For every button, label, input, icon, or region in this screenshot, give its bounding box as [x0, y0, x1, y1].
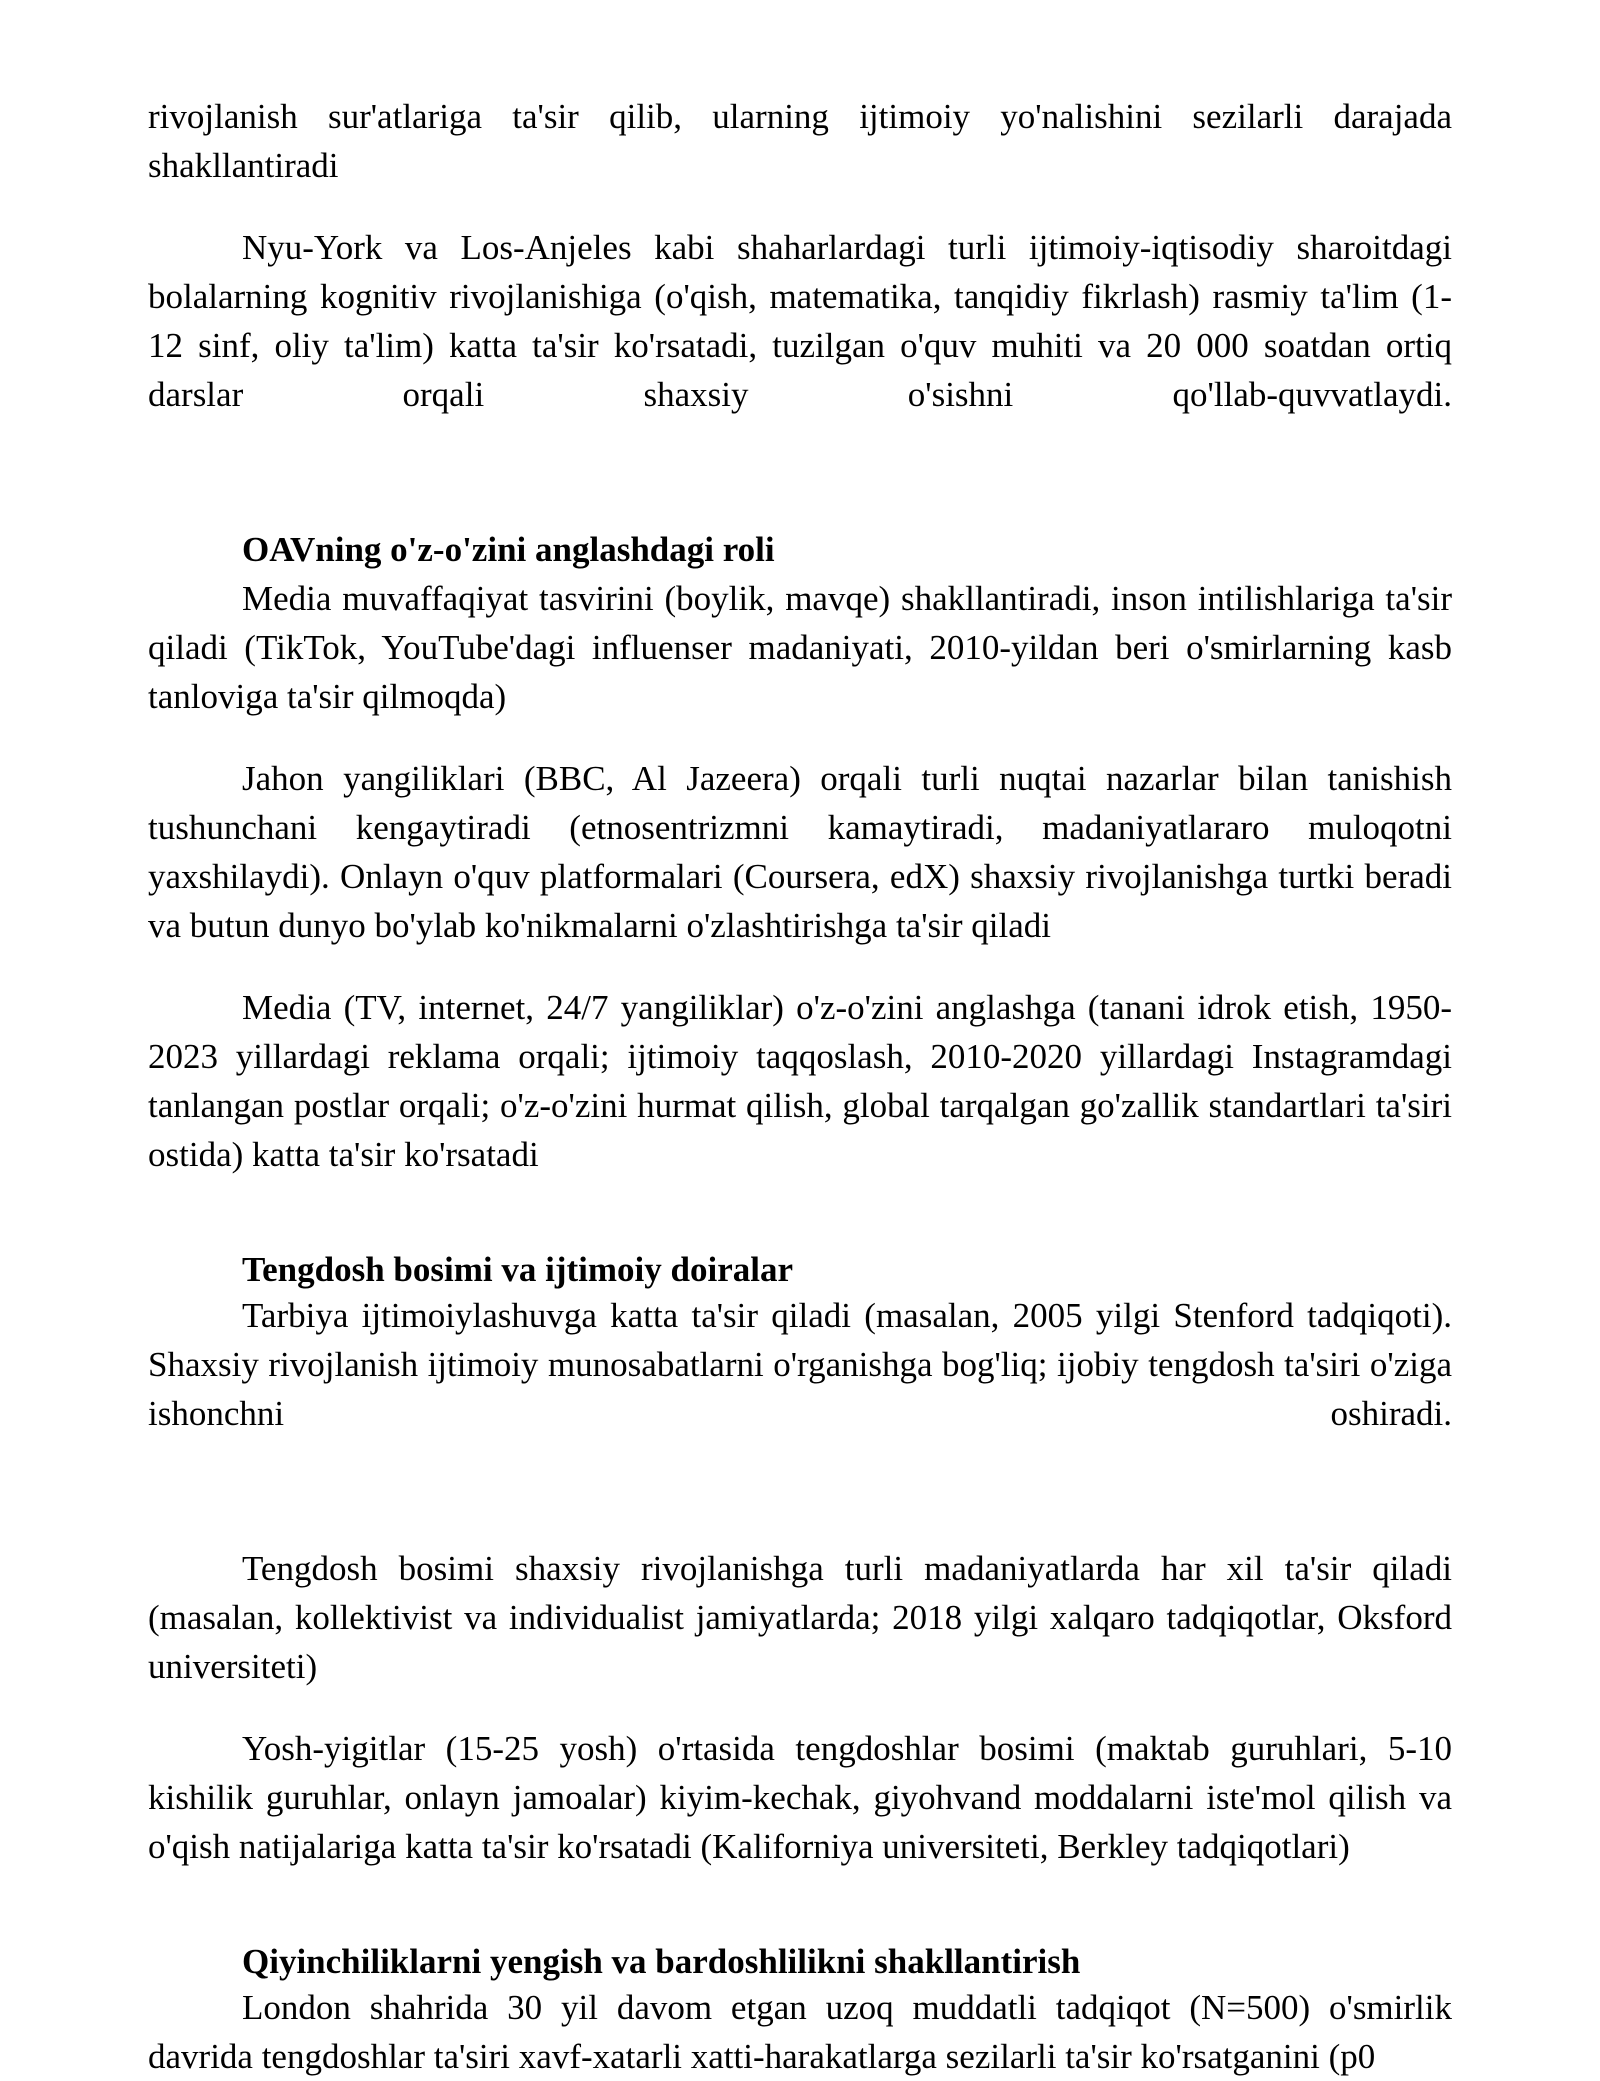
paragraph-spacer [148, 419, 1452, 525]
document-page [148, 92, 1452, 2081]
paragraph: rivojlanish sur'atlariga ta'sir qilib, ularning ijtimoiy yo'nalishini sezilarli darajada shakllantiradi [148, 97, 1452, 185]
paragraph-spacer [148, 721, 1452, 754]
paragraph-spacer [148, 950, 1452, 983]
paragraph: Media (TV, internet, 24/7 yangiliklar) o'z-o'zini anglashga (tanani idrok etish, 1950-2023 yillardagi reklama orqali; ijtimoiy taqqoslash, 2010-2020 yillardagi Instagramdagi tanlangan postlar orqali; o'z-o'zini hurmat qilish, global tarqalgan go'zallik standartlari ta'siri ostida) katta ta'sir ko'rsatadi [148, 988, 1452, 1174]
paragraph: Media muvaffaqiyat tasvirini (boylik, mavqe) shakllantiradi, inson intilishlariga ta'sir qiladi (TikTok, YouTube'dagi influenser madaniyati, 2010-yildan beri o'smirlarning kasb tanloviga ta'sir qilmoqda) [148, 579, 1452, 716]
paragraph-spacer [148, 190, 1452, 223]
paragraph: London shahrida 30 yil davom etgan uzoq muddatli tadqiqot (N=500) o'smirlik davrida tengdoshlar ta'siri xavf-xatarli xatti-harakatlarga sezilarli ta'sir ko'rsatganini (p0 [148, 1988, 1452, 2076]
section-heading: Qiyinchiliklarni yengish va bardoshlilikni shakllantirish [242, 1942, 1081, 1981]
paragraph-spacer [148, 1871, 1452, 1941]
paragraph: Tarbiya ijtimoiylashuvga katta ta'sir qiladi (masalan, 2005 yilgi Stenford tadqiqoti). Shaxsiy rivojlanish ijtimoiy munosabatlarni o'rganishga bog'liq; ijobiy tengdosh ta'siri o'ziga ishonchni oshiradi. [148, 1296, 1452, 1433]
paragraph: Nyu-York va Los-Anjeles kabi shaharlardagi turli ijtimoiy-iqtisodiy sharoitdagi bolalarning kognitiv rivojlanishiga (o'qish, matematika, tanqidiy fikrlash) rasmiy ta'lim (1-12 sinf, oliy ta'lim) katta ta'sir ko'rsatadi, tuzilgan o'quv muhiti va 20 000 soatdan ortiq darslar orqali shaxsiy o'sishni qo'llab-quvvatlaydi. [148, 228, 1452, 414]
paragraph: Tengdosh bosimi shaxsiy rivojlanishga turli madaniyatlarda har xil ta'sir qiladi (masalan, kollektivist va individualist jamiyatlarda; 2018 yilgi xalqaro tadqiqotlar, Oksford universiteti) [148, 1549, 1452, 1686]
paragraph-spacer [148, 1179, 1452, 1249]
section-heading: Tengdosh bosimi va ijtimoiy doiralar [242, 1250, 793, 1289]
section-heading: OAVning o'z-o'zini anglashdagi roli [242, 530, 775, 569]
paragraph: Jahon yangiliklari (BBC, Al Jazeera) orqali turli nuqtai nazarlar bilan tanishish tushunchani kengaytiradi (etnosentrizmni kamaytiradi, madaniyatlararo muloqotni yaxshilaydi). Onlayn o'quv platformalari (Coursera, edX) shaxsiy rivojlanishga turtki beradi va butun dunyo bo'ylab ko'nikmalarni o'zlashtirishga ta'sir qiladi [148, 759, 1452, 945]
paragraph-spacer [148, 1438, 1452, 1544]
paragraph-spacer [148, 1691, 1452, 1724]
paragraph: Yosh-yigitlar (15-25 yosh) o'rtasida tengdoshlar bosimi (maktab guruhlari, 5-10 kishilik guruhlar, onlayn jamoalar) kiyim-kechak, giyohvand moddalarni iste'mol qilish va o'qish natijalariga katta ta'sir ko'rsatadi (Kaliforniya universiteti, Berkley tadqiqotlari) [148, 1729, 1452, 1866]
